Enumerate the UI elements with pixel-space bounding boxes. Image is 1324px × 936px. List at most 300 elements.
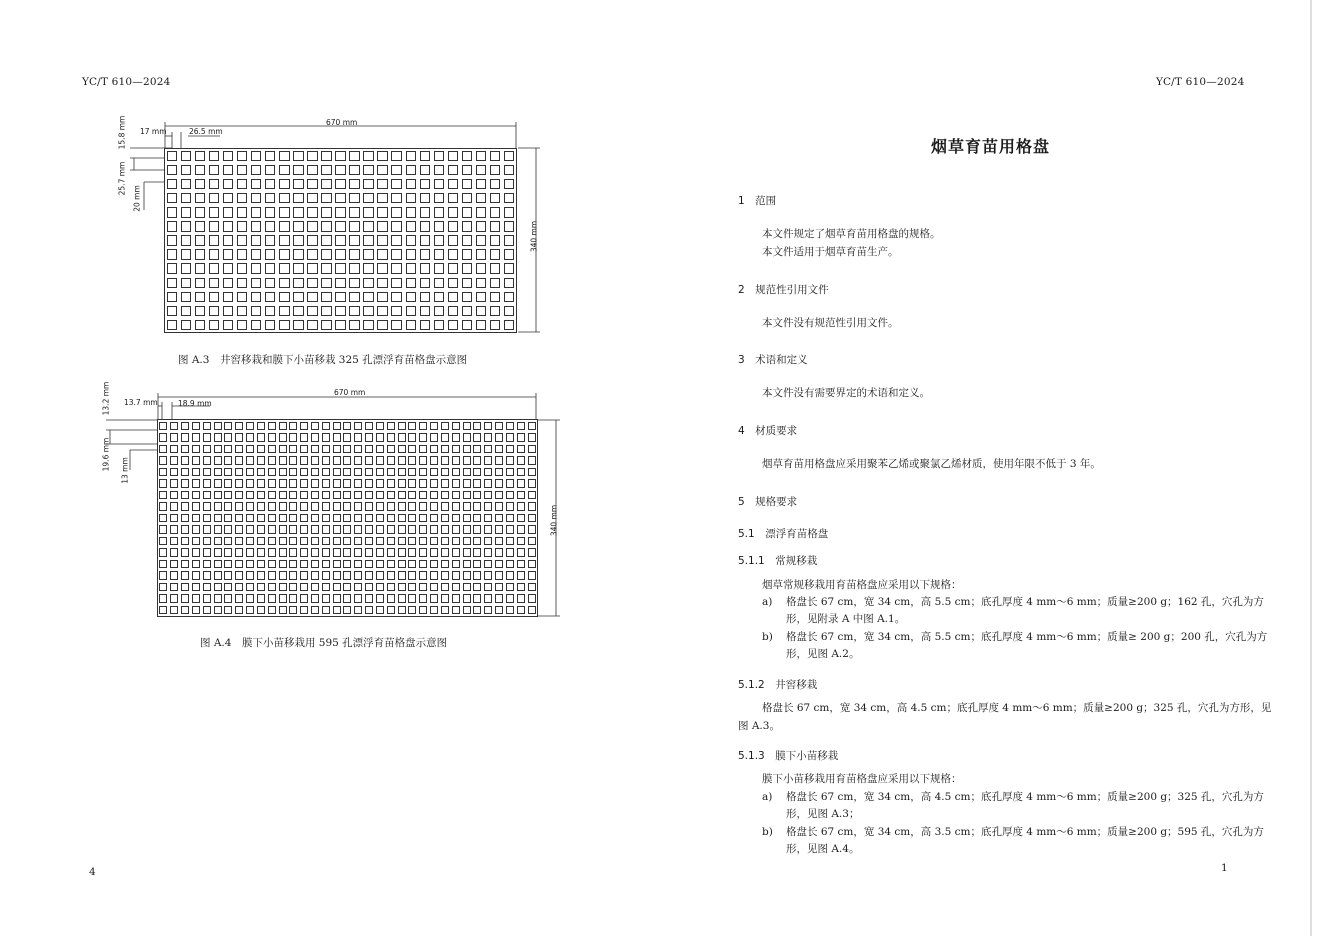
a4-dim-offset-left: 13.7 mm xyxy=(124,398,158,407)
tray-cell xyxy=(209,278,219,288)
tray-cell xyxy=(167,249,177,259)
tray-cell xyxy=(300,491,308,500)
tray-cell xyxy=(223,151,233,161)
tray-cell xyxy=(495,433,503,442)
tray-cell xyxy=(420,165,430,175)
tray-cell xyxy=(419,560,427,569)
tray-cell xyxy=(251,278,261,288)
tray-cell xyxy=(170,514,178,523)
tray-cell xyxy=(279,514,287,523)
tray-cell xyxy=(430,479,438,488)
tray-cell xyxy=(307,207,317,217)
tray-a4-grid xyxy=(158,420,537,616)
tray-cell xyxy=(181,594,189,603)
tray-cell xyxy=(224,491,232,500)
tray-cell xyxy=(463,468,471,477)
tray-cell xyxy=(333,456,341,465)
tray-cell xyxy=(495,525,503,534)
tray-cell xyxy=(391,165,401,175)
tray-cell xyxy=(279,306,289,316)
tray-cell xyxy=(268,445,276,454)
tray-cell xyxy=(289,571,297,580)
tray-cell xyxy=(224,525,232,534)
tray-cell xyxy=(462,306,472,316)
tray-cell xyxy=(181,583,189,592)
tray-cell xyxy=(159,548,167,557)
tray-cell xyxy=(473,491,481,500)
tray-cell xyxy=(473,456,481,465)
tray-cell xyxy=(192,525,200,534)
tray-cell xyxy=(192,445,200,454)
tray-cell xyxy=(363,165,373,175)
tray-cell xyxy=(181,235,191,245)
figure-a4-caption: 图 A.4 膜下小苗移栽用 595 孔漂浮育苗格盘示意图 xyxy=(200,637,448,649)
tray-cell xyxy=(167,221,177,231)
tray-cell xyxy=(289,537,297,546)
tray-cell xyxy=(387,537,395,546)
tray-cell xyxy=(322,502,330,511)
tray-cell xyxy=(181,207,191,217)
tray-cell xyxy=(495,548,503,557)
tray-cell xyxy=(307,292,317,302)
tray-cell xyxy=(159,525,167,534)
a4-dim-height-total: 340 mm xyxy=(549,504,559,537)
tray-cell xyxy=(246,491,254,500)
tray-cell xyxy=(504,292,514,302)
tray-cell xyxy=(311,433,319,442)
tray-cell xyxy=(376,571,384,580)
tray-cell xyxy=(167,278,177,288)
tray-cell xyxy=(398,525,406,534)
tray-cell xyxy=(289,445,297,454)
tray-cell xyxy=(420,207,430,217)
tray-cell xyxy=(322,514,330,523)
tray-cell xyxy=(246,594,254,603)
tray-cell xyxy=(181,606,189,615)
left-page-number: 4 xyxy=(89,866,96,878)
tray-cell xyxy=(289,491,297,500)
tray-cell xyxy=(265,292,275,302)
tray-cell xyxy=(484,456,492,465)
tray-cell xyxy=(311,479,319,488)
tray-cell xyxy=(268,433,276,442)
tray-cell xyxy=(257,433,265,442)
tray-cell xyxy=(406,193,416,203)
tray-cell xyxy=(268,537,276,546)
tray-cell xyxy=(354,514,362,523)
tray-cell xyxy=(279,571,287,580)
tray-cell xyxy=(473,594,481,603)
tray-cell xyxy=(476,263,486,273)
tray-cell xyxy=(354,583,362,592)
tray-cell xyxy=(181,433,189,442)
tray-cell xyxy=(170,422,178,431)
tray-cell xyxy=(490,207,500,217)
tray-cell xyxy=(463,537,471,546)
tray-cell xyxy=(473,606,481,615)
tray-cell xyxy=(321,278,331,288)
tray-cell xyxy=(354,502,362,511)
tray-cell xyxy=(452,502,460,511)
tray-cell xyxy=(452,433,460,442)
tray-cell xyxy=(311,583,319,592)
tray-cell xyxy=(463,491,471,500)
tray-cell xyxy=(391,320,401,330)
tray-cell xyxy=(452,479,460,488)
list-label-a: a) xyxy=(762,596,773,608)
tray-cell xyxy=(203,422,211,431)
tray-cell xyxy=(279,221,289,231)
tray-cell xyxy=(214,525,222,534)
tray-cell xyxy=(224,479,232,488)
tray-cell xyxy=(365,525,373,534)
tray-cell xyxy=(473,445,481,454)
tray-cell xyxy=(419,571,427,580)
tray-cell xyxy=(192,594,200,603)
tray-cell xyxy=(224,445,232,454)
tray-cell xyxy=(251,179,261,189)
tray-cell xyxy=(484,468,492,477)
tray-cell xyxy=(335,193,345,203)
tray-cell xyxy=(349,207,359,217)
tray-cell xyxy=(448,306,458,316)
tray-cell xyxy=(195,151,205,161)
tray-cell xyxy=(237,320,247,330)
tray-cell xyxy=(237,263,247,273)
tray-cell xyxy=(430,491,438,500)
left-page-header: YC/T 610—2024 xyxy=(82,76,171,88)
tray-cell xyxy=(251,193,261,203)
tray-cell xyxy=(343,560,351,569)
tray-cell xyxy=(408,491,416,500)
tray-cell xyxy=(365,468,373,477)
tray-cell xyxy=(209,193,219,203)
tray-cell xyxy=(289,606,297,615)
tray-cell xyxy=(333,433,341,442)
tray-cell xyxy=(257,594,265,603)
tray-cell xyxy=(214,456,222,465)
tray-cell xyxy=(246,422,254,431)
tray-cell xyxy=(354,422,362,431)
tray-cell xyxy=(214,548,222,557)
tray-cell xyxy=(349,320,359,330)
tray-cell xyxy=(377,292,387,302)
document-title: 烟草育苗用格盘 xyxy=(931,137,1051,156)
tray-cell xyxy=(209,179,219,189)
tray-cell xyxy=(307,249,317,259)
tray-cell xyxy=(419,514,427,523)
tray-cell xyxy=(495,606,503,615)
tray-cell xyxy=(203,594,211,603)
tray-cell xyxy=(237,151,247,161)
tray-cell xyxy=(279,292,289,302)
tray-cell xyxy=(504,207,514,217)
tray-cell xyxy=(203,456,211,465)
tray-cell xyxy=(343,445,351,454)
tray-cell xyxy=(408,583,416,592)
tray-cell xyxy=(504,249,514,259)
tray-cell xyxy=(181,571,189,580)
tray-cell xyxy=(463,479,471,488)
tray-cell xyxy=(293,179,303,189)
tray-a4 xyxy=(157,419,538,617)
tray-cell xyxy=(365,594,373,603)
tray-cell xyxy=(398,422,406,431)
tray-cell xyxy=(349,263,359,273)
tray-cell xyxy=(224,422,232,431)
tray-cell xyxy=(349,278,359,288)
tray-cell xyxy=(387,606,395,615)
tray-cell xyxy=(376,422,384,431)
tray-cell xyxy=(495,445,503,454)
tray-cell xyxy=(452,594,460,603)
tray-cell xyxy=(268,548,276,557)
tray-cell xyxy=(321,320,331,330)
tray-cell xyxy=(181,445,189,454)
tray-cell xyxy=(420,306,430,316)
tray-cell xyxy=(365,583,373,592)
tray-cell xyxy=(311,491,319,500)
tray-cell xyxy=(354,594,362,603)
tray-cell xyxy=(473,583,481,592)
tray-cell xyxy=(268,560,276,569)
tray-cell xyxy=(354,560,362,569)
tray-cell xyxy=(462,235,472,245)
tray-cell xyxy=(476,193,486,203)
tray-cell xyxy=(473,502,481,511)
tray-cell xyxy=(214,422,222,431)
tray-cell xyxy=(349,306,359,316)
tray-cell xyxy=(441,548,449,557)
tray-cell xyxy=(224,502,232,511)
tray-cell xyxy=(452,525,460,534)
tray-cell xyxy=(279,193,289,203)
tray-cell xyxy=(289,433,297,442)
section-5-1-3-intro: 膜下小苗移栽用育苗格盘应采用以下规格： xyxy=(762,773,962,785)
tray-cell xyxy=(391,306,401,316)
tray-cell xyxy=(268,571,276,580)
tray-cell xyxy=(495,594,503,603)
tray-a3-grid xyxy=(165,149,516,332)
tray-cell xyxy=(387,422,395,431)
tray-cell xyxy=(419,502,427,511)
tray-a3 xyxy=(164,148,517,333)
section-5-1-2-line-1: 格盘长 67 cm，宽 34 cm，高 4.5 cm；底孔厚度 4 mm～6 mm；质量≥200 g；325 孔，穴孔为方形，见 xyxy=(762,702,1272,714)
tray-cell xyxy=(235,422,243,431)
tray-cell xyxy=(279,320,289,330)
tray-cell xyxy=(462,292,472,302)
tray-cell xyxy=(293,221,303,231)
tray-cell xyxy=(181,221,191,231)
tray-cell xyxy=(159,514,167,523)
section-1-title: 1 范围 xyxy=(738,195,777,207)
tray-cell xyxy=(391,221,401,231)
tray-cell xyxy=(517,594,525,603)
tray-cell xyxy=(408,502,416,511)
tray-cell xyxy=(246,583,254,592)
tray-cell xyxy=(257,548,265,557)
tray-cell xyxy=(420,278,430,288)
tray-cell xyxy=(441,583,449,592)
tray-cell xyxy=(391,207,401,217)
tray-cell xyxy=(476,249,486,259)
tray-cell xyxy=(195,221,205,231)
tray-cell xyxy=(376,433,384,442)
tray-cell xyxy=(235,468,243,477)
tray-cell xyxy=(307,320,317,330)
tray-cell xyxy=(452,606,460,615)
tray-cell xyxy=(289,422,297,431)
tray-cell xyxy=(408,433,416,442)
tray-cell xyxy=(214,514,222,523)
tray-cell xyxy=(170,479,178,488)
tray-cell xyxy=(321,151,331,161)
tray-cell xyxy=(448,235,458,245)
tray-cell xyxy=(203,583,211,592)
tray-cell xyxy=(209,221,219,231)
tray-cell xyxy=(333,548,341,557)
tray-cell xyxy=(517,468,525,477)
tray-cell xyxy=(203,445,211,454)
tray-cell xyxy=(170,571,178,580)
tray-cell xyxy=(300,583,308,592)
tray-cell xyxy=(484,560,492,569)
section-1-para-1: 本文件规定了烟草育苗用格盘的规格。 xyxy=(762,228,941,240)
tray-cell xyxy=(224,583,232,592)
tray-cell xyxy=(377,193,387,203)
tray-cell xyxy=(430,525,438,534)
tray-cell xyxy=(321,235,331,245)
tray-cell xyxy=(223,249,233,259)
tray-cell xyxy=(167,320,177,330)
tray-cell xyxy=(434,263,444,273)
tray-cell xyxy=(484,433,492,442)
tray-cell xyxy=(307,306,317,316)
tray-cell xyxy=(452,514,460,523)
tray-cell xyxy=(279,179,289,189)
tray-cell xyxy=(434,249,444,259)
tray-cell xyxy=(484,514,492,523)
tray-cell xyxy=(246,571,254,580)
section-3-title: 3 术语和定义 xyxy=(738,354,808,366)
tray-cell xyxy=(214,583,222,592)
tray-cell xyxy=(473,514,481,523)
tray-cell xyxy=(406,221,416,231)
tray-cell xyxy=(506,445,514,454)
section-2-para-1: 本文件没有规范性引用文件。 xyxy=(762,317,899,329)
tray-cell xyxy=(506,456,514,465)
tray-cell xyxy=(322,468,330,477)
tray-cell xyxy=(235,479,243,488)
tray-cell xyxy=(300,537,308,546)
tray-cell xyxy=(322,594,330,603)
tray-cell xyxy=(235,571,243,580)
tray-cell xyxy=(265,263,275,273)
tray-cell xyxy=(203,560,211,569)
tray-cell xyxy=(365,479,373,488)
tray-cell xyxy=(279,433,287,442)
tray-cell xyxy=(223,207,233,217)
tray-cell xyxy=(214,606,222,615)
tray-cell xyxy=(462,193,472,203)
tray-cell xyxy=(462,249,472,259)
tray-cell xyxy=(293,249,303,259)
tray-cell xyxy=(448,221,458,231)
tray-cell xyxy=(398,468,406,477)
tray-cell xyxy=(462,165,472,175)
tray-cell xyxy=(195,306,205,316)
tray-cell xyxy=(159,583,167,592)
tray-cell xyxy=(311,514,319,523)
tray-cell xyxy=(237,249,247,259)
tray-cell xyxy=(289,468,297,477)
tray-cell xyxy=(268,594,276,603)
tray-cell xyxy=(506,502,514,511)
tray-cell xyxy=(192,422,200,431)
tray-cell xyxy=(528,468,536,477)
tray-cell xyxy=(398,583,406,592)
a3-dim-pitch-x: 26.5 mm xyxy=(189,127,223,136)
tray-cell xyxy=(517,548,525,557)
tray-cell xyxy=(441,560,449,569)
tray-cell xyxy=(376,594,384,603)
tray-cell xyxy=(391,263,401,273)
tray-cell xyxy=(377,263,387,273)
tray-cell xyxy=(209,306,219,316)
tray-cell xyxy=(195,165,205,175)
tray-cell xyxy=(181,320,191,330)
tray-cell xyxy=(321,306,331,316)
tray-cell xyxy=(181,151,191,161)
tray-cell xyxy=(484,422,492,431)
tray-cell xyxy=(300,422,308,431)
section-5-title: 5 规格要求 xyxy=(738,496,798,508)
tray-cell xyxy=(473,560,481,569)
tray-cell xyxy=(441,468,449,477)
tray-cell xyxy=(387,571,395,580)
tray-cell xyxy=(349,165,359,175)
tray-cell xyxy=(452,422,460,431)
tray-cell xyxy=(430,594,438,603)
tray-cell xyxy=(192,548,200,557)
tray-cell xyxy=(257,445,265,454)
tray-cell xyxy=(406,306,416,316)
tray-cell xyxy=(349,249,359,259)
a3-dim-height-total: 340 mm xyxy=(529,220,539,253)
tray-cell xyxy=(376,456,384,465)
tray-cell xyxy=(377,165,387,175)
tray-cell xyxy=(251,306,261,316)
tray-cell xyxy=(473,433,481,442)
tray-cell xyxy=(430,502,438,511)
tray-cell xyxy=(322,537,330,546)
page-edge xyxy=(1310,0,1312,936)
tray-cell xyxy=(365,456,373,465)
tray-cell xyxy=(268,583,276,592)
tray-cell xyxy=(279,548,287,557)
tray-cell xyxy=(448,179,458,189)
tray-cell xyxy=(265,249,275,259)
section-5-1-1-a-line-1: 格盘长 67 cm，宽 34 cm，高 5.5 cm；底孔厚度 4 mm～6 mm；质量≥200 g；162 孔，穴孔为方 xyxy=(786,596,1264,608)
tray-cell xyxy=(265,179,275,189)
tray-cell xyxy=(322,525,330,534)
tray-cell xyxy=(506,514,514,523)
tray-cell xyxy=(463,433,471,442)
tray-cell xyxy=(257,502,265,511)
tray-cell xyxy=(268,514,276,523)
tray-cell xyxy=(159,479,167,488)
tray-cell xyxy=(224,456,232,465)
